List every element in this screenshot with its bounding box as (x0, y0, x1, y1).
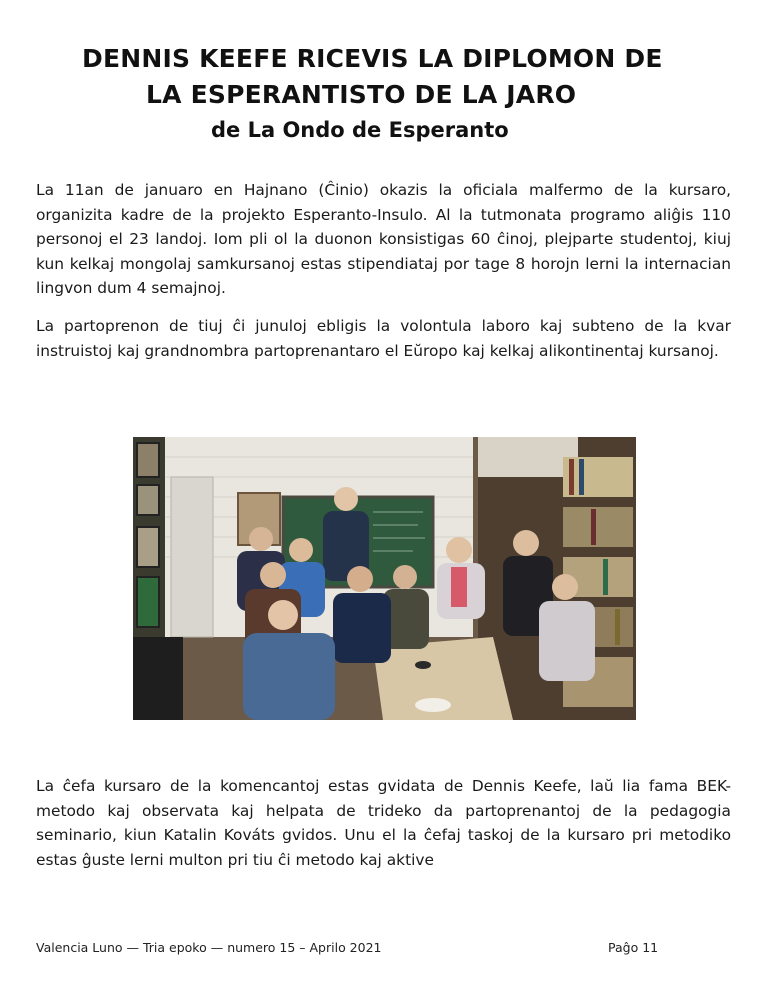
group-photo-illustration (133, 437, 636, 720)
paragraph-3: La ĉefa kursaro de la komencantoj estas gvidata de Dennis Keefe, laŭ lia fama BEK-metodo kaj observata kaj helpata de trideko da partoprenantoj de la pedagogia seminario, kiun Katalin Kováts gvidos. Unu el la ĉefaj taskoj de la kursaro pri metodiko estas ĝuste lerni multon pri tiu ĉi metodo kaj aktive (36, 777, 731, 869)
page-number: Paĝo 11 (608, 940, 659, 955)
article-title-line-2: LA ESPERANTISTO DE LA JARO (146, 80, 577, 109)
group-photo (133, 437, 636, 720)
paragraph-1: La 11an de januaro en Hajnano (Ĉinio) okazis la oficiala malfermo de la kursaro, organizita kadre de la projekto Esperanto-Insulo. Al la tutmonata programo aliĝis 110 personoj el 23 landoj. Iom pli ol la duonon konsistigas 60 ĉinoj, plejparte studentoj, kiuj kun kelkaj mongolaj samkursanoj estas stipendiataj por tage 8 horojn lerni la internacian lingvon dum 4 semajnoj. (36, 181, 731, 297)
footer-publication: Valencia Luno — Tria epoko — numero 15 – Aprilo 2021 (36, 940, 382, 955)
article-subtitle: de La Ondo de Esperanto (211, 118, 509, 142)
paragraph-2: La partoprenon de tiuj ĉi junuloj ebligis la volontula laboro kaj subteno de la kvar instruistoj kaj grandnombra partoprenantaro el Eŭropo kaj kelkaj alikontinentaj kursanoj. (36, 317, 731, 360)
article-title-line-1: DENNIS KEEFE RICEVIS LA DIPLOMON DE (82, 44, 663, 73)
